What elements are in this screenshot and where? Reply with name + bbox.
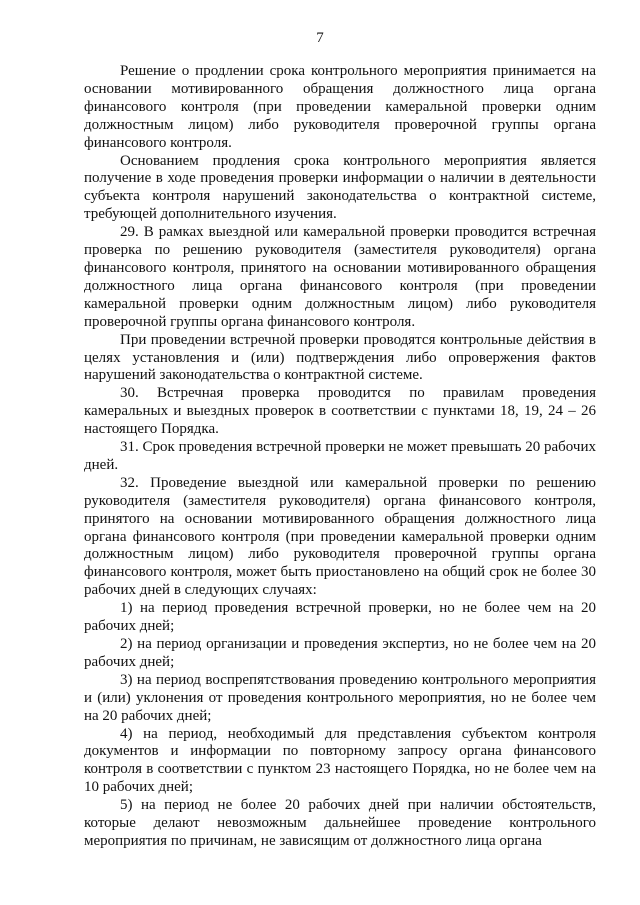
paragraph-extension-grounds: Основанием продления срока контрольного мероприятия является получение в ходе проведения проверки информации о наличии в деятельности субъекта контроля нарушений законодательства о контрактной системе, требующей дополнительного изучения.	[84, 152, 596, 223]
paragraph-31-term: 31. Срок проведения встречной проверки не может превышать 20 рабочих дней.	[84, 439, 596, 473]
list-item: 5) на период не более 20 рабочих дней при наличии обстоятельств, которые делают невозможным дальнейшее проведение контрольного мероприятия по причинам, не зависящим от должностного лица органа	[84, 797, 596, 849]
paragraph-30-rules: 30. Встречная проверка проводится по правилам проведения камеральных и выездных проверок в соответствии с пунктами 18, 19, 24 – 26 настоящего Порядка.	[84, 385, 596, 438]
list-item: 1) на период проведения встречной проверки, но не более чем на 20 рабочих дней;	[84, 600, 596, 635]
paragraph-29-counter-check: 29. В рамках выездной или камеральной проверки проводится встречная проверка по решению руководителя (заместителя руководителя) органа финансового контроля, принятого на основании мотивированного обращения должностного лица органа финансового контроля (при проведении камеральной проверки одним должностным лицом) либо руководителя проверочной группы органа финансового контроля.	[84, 224, 596, 330]
page-number: 7	[316, 30, 324, 46]
paragraph-extension-decision: Решение о продлении срока контрольного мероприятия принимается на основании мотивированного обращения должностного лица органа финансового контроля (при проведении камеральной проверки одним должностным лицом) либо руководителя проверочной группы органа финансового контроля.	[84, 63, 596, 151]
document-body	[84, 63, 596, 851]
list-item: 3) на период воспрепятствования проведению контрольного мероприятия и (или) уклонения от проведения контрольного мероприятия, но не более чем на 20 рабочих дней;	[84, 671, 596, 724]
list-item: 4) на период, необходимый для представления субъектом контроля документов и информации по повторному запросу органа финансового контроля в соответствии с пунктом 23 настоящего Порядка, но не более чем на 10 рабочих дней;	[84, 725, 596, 796]
list-item: 2) на период организации и проведения экспертиз, но не более чем на 20 рабочих дней;	[84, 636, 596, 670]
paragraph-counter-check-actions: При проведении встречной проверки проводятся контрольные действия в целях установления и (или) подтверждения либо опровержения фактов нарушений законодательства о контрактной системе.	[84, 331, 596, 384]
paragraph-32-suspension: 32. Проведение выездной или камеральной проверки по решению руководителя (заместителя руководителя) органа финансового контроля, принятого на основании мотивированного обращения должностного лица органа финансового контроля (при проведении камеральной проверки одним должностным лицом) либо руководителя проверочной группы органа финансового контроля, может быть приостановлено на общий срок не более 30 рабочих дней в следующих случаях:	[84, 474, 596, 599]
